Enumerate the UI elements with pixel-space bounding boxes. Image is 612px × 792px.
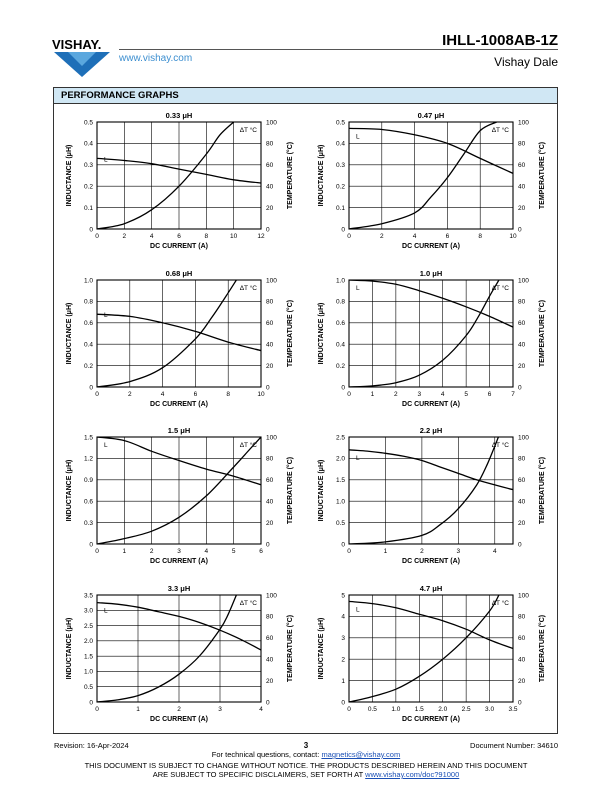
- y2-tick-label: 0: [266, 541, 270, 549]
- y2-tick-label: 20: [266, 362, 274, 370]
- y-tick-label: 0.8: [83, 298, 93, 306]
- y2-tick-label: 40: [266, 656, 274, 664]
- x-axis-label: DC CURRENT (A): [402, 401, 460, 408]
- x-tick-label: 0: [95, 706, 99, 713]
- curve-label-l: L: [104, 442, 108, 449]
- x-tick-label: 8: [226, 391, 231, 398]
- y-tick-label: 1.0: [335, 277, 345, 285]
- y-axis-label: INDUCTANCE (μH): [66, 617, 73, 680]
- series-temperature-line: [97, 280, 236, 387]
- y2-axis-label: TEMPERATURE (°C): [539, 456, 546, 525]
- y2-tick-label: 20: [266, 519, 274, 527]
- y2-tick-label: 100: [518, 119, 529, 127]
- chart-2: [318, 111, 546, 250]
- y-tick-label: 0.5: [335, 519, 345, 527]
- x-tick-label: 0: [95, 548, 99, 555]
- curve-label-l: L: [356, 285, 360, 292]
- y2-tick-label: 100: [518, 277, 529, 285]
- y-tick-label: 0: [341, 541, 345, 549]
- y2-tick-label: 0: [518, 541, 522, 549]
- chart-3: [66, 269, 294, 408]
- y2-tick-label: 40: [266, 498, 274, 506]
- contact-prefix: For technical questions, contact:: [211, 750, 322, 759]
- curve-label-temperature: ΔT °C: [491, 285, 509, 292]
- curve-label-l: L: [104, 156, 108, 164]
- y2-axis-label: TEMPERATURE (°C): [539, 141, 546, 210]
- y-tick-label: 0: [341, 384, 345, 392]
- y2-tick-label: 60: [518, 320, 526, 328]
- chart-6: [318, 426, 546, 565]
- y2-tick-label: 20: [518, 519, 526, 527]
- y2-tick-label: 100: [266, 119, 277, 127]
- chart-title: 0.47 μH: [417, 111, 445, 120]
- y2-tick-label: 60: [518, 162, 526, 170]
- y-tick-label: 0.2: [83, 362, 93, 370]
- y2-tick-label: 0: [266, 699, 270, 707]
- x-tick-label: 3: [417, 391, 422, 398]
- series-temperature-line: [349, 122, 497, 229]
- x-tick-label: 4: [412, 233, 417, 240]
- y-tick-label: 3: [341, 635, 345, 643]
- y-axis-label: INDUCTANCE (μH): [318, 144, 325, 207]
- y-tick-label: 1.5: [335, 477, 345, 485]
- y-tick-label: 0.3: [335, 162, 345, 170]
- x-tick-label: 10: [257, 391, 265, 398]
- plot-frame: [349, 595, 513, 702]
- y-tick-label: 0.2: [335, 183, 345, 191]
- website-link[interactable]: www.vishay.com: [119, 53, 193, 64]
- x-tick-label: 0: [347, 233, 351, 240]
- x-tick-label: 0: [95, 233, 99, 240]
- x-tick-label: 8: [478, 233, 483, 240]
- series-inductance-line: [349, 450, 513, 490]
- y2-axis-label: TEMPERATURE (°C): [539, 614, 546, 683]
- x-tick-label: 0: [347, 391, 351, 398]
- y2-tick-label: 20: [518, 677, 526, 685]
- curve-label-l: L: [104, 312, 108, 320]
- y-tick-label: 5: [341, 592, 345, 600]
- y2-tick-label: 80: [266, 613, 274, 621]
- disclaimer-prefix: ARE SUBJECT TO SPECIFIC DISCLAIMERS, SET FORTH AT: [152, 770, 366, 779]
- x-tick-label: 3: [456, 548, 461, 555]
- y-tick-label: 0.4: [335, 341, 345, 349]
- y-tick-label: 0.5: [83, 119, 93, 127]
- x-tick-label: 5: [231, 548, 236, 555]
- x-tick-label: 1.5: [414, 706, 424, 713]
- y-tick-label: 0.2: [335, 362, 345, 370]
- y-tick-label: 0.6: [335, 320, 345, 328]
- x-tick-label: 4: [204, 548, 209, 555]
- x-tick-label: 2: [394, 391, 398, 398]
- y-tick-label: 2.5: [83, 622, 93, 630]
- y-tick-label: 0.4: [83, 341, 93, 349]
- part-number: IHLL-1008AB-1Z: [442, 32, 558, 49]
- y-tick-label: 2.0: [335, 455, 345, 463]
- x-tick-label: 4: [160, 391, 165, 398]
- x-tick-label: 1: [136, 706, 140, 713]
- y-tick-label: 1.0: [335, 498, 345, 506]
- curve-label-temperature: ΔT °C: [491, 600, 509, 607]
- curve-label-l: L: [356, 133, 360, 141]
- y-tick-label: 1.5: [83, 653, 93, 661]
- series-inductance-line: [349, 280, 513, 327]
- y-axis-label: INDUCTANCE (μH): [318, 459, 325, 522]
- y-tick-label: 3.0: [83, 607, 93, 615]
- chart-4: [318, 269, 546, 408]
- y-tick-label: 0: [89, 384, 93, 392]
- y-tick-label: 0.5: [335, 119, 345, 127]
- y2-tick-label: 80: [518, 613, 526, 621]
- y-tick-label: 0.4: [335, 140, 345, 148]
- y2-tick-label: 80: [518, 298, 526, 306]
- y2-tick-label: 0: [518, 226, 522, 234]
- y2-tick-label: 20: [266, 204, 274, 212]
- chart-title: 1.0 μH: [419, 269, 443, 278]
- y2-tick-label: 40: [266, 341, 274, 349]
- y2-tick-label: 80: [518, 455, 526, 463]
- x-tick-label: 2: [122, 233, 127, 240]
- y-tick-label: 1.5: [83, 434, 93, 442]
- y2-tick-label: 100: [518, 434, 529, 442]
- x-tick-label: 0: [347, 548, 351, 555]
- y2-tick-label: 0: [518, 384, 522, 392]
- y2-axis-label: TEMPERATURE (°C): [287, 614, 294, 683]
- x-tick-label: 2: [379, 233, 384, 240]
- disclaimer-link[interactable]: www.vishay.com/doc?91000: [365, 770, 460, 779]
- x-tick-label: 1.0: [391, 706, 401, 713]
- y2-tick-label: 20: [266, 677, 274, 685]
- curve-label-l: L: [104, 607, 108, 615]
- y2-tick-label: 60: [266, 477, 274, 485]
- y2-tick-label: 40: [518, 656, 526, 664]
- x-tick-label: 5: [464, 391, 468, 398]
- y2-tick-label: 0: [266, 384, 270, 392]
- y2-tick-label: 80: [266, 455, 274, 463]
- x-tick-label: 2: [127, 391, 132, 398]
- y-tick-label: 0.5: [83, 684, 93, 692]
- x-tick-label: 1: [383, 548, 388, 555]
- y-tick-label: 0.3: [83, 162, 93, 170]
- y2-tick-label: 20: [518, 362, 526, 370]
- y2-tick-label: 20: [518, 204, 526, 212]
- y2-tick-label: 60: [266, 162, 274, 170]
- x-tick-label: 12: [257, 233, 265, 240]
- curve-label-temperature: ΔT °C: [491, 442, 509, 449]
- y-axis-label: INDUCTANCE (μH): [66, 144, 73, 207]
- chart-title: 4.7 μH: [419, 584, 443, 593]
- logo-wordmark: VISHAY.: [52, 37, 102, 52]
- x-tick-label: 6: [259, 548, 263, 555]
- x-axis-label: DC CURRENT (A): [402, 558, 460, 565]
- x-tick-label: 6: [177, 233, 181, 240]
- series-inductance-line: [349, 128, 513, 173]
- curve-label-temperature: ΔT °C: [239, 127, 257, 134]
- chart-title: 0.68 μH: [165, 269, 193, 278]
- y-axis-label: INDUCTANCE (μH): [66, 302, 73, 365]
- x-tick-label: 1: [370, 391, 375, 398]
- chart-8: [318, 584, 546, 723]
- y2-axis-label: TEMPERATURE (°C): [287, 456, 294, 525]
- y-tick-label: 2.0: [83, 638, 93, 646]
- chart-title: 1.5 μH: [167, 426, 191, 435]
- chart-title: 3.3 μH: [167, 584, 191, 593]
- x-tick-label: 0: [347, 706, 351, 713]
- y-tick-label: 1: [341, 677, 345, 685]
- revision-date: Revision: 16-Apr-2024: [54, 741, 129, 750]
- y2-axis-label: TEMPERATURE (°C): [287, 299, 294, 368]
- x-tick-label: 10: [509, 233, 517, 240]
- y-tick-label: 0.3: [83, 519, 93, 527]
- x-tick-label: 2: [420, 548, 424, 555]
- x-tick-label: 7: [511, 391, 515, 398]
- x-tick-label: 0.5: [367, 706, 377, 713]
- y-tick-label: 0.1: [335, 204, 345, 212]
- curve-label-temperature: ΔT °C: [239, 285, 257, 292]
- y-tick-label: 0.8: [335, 298, 345, 306]
- x-tick-label: 2.5: [461, 706, 471, 713]
- y-tick-label: 1.0: [83, 668, 93, 676]
- y2-tick-label: 80: [266, 140, 274, 148]
- series-temperature-line: [349, 437, 498, 544]
- y-tick-label: 0: [89, 226, 93, 234]
- y-tick-label: 1.2: [83, 455, 93, 463]
- y2-tick-label: 60: [518, 477, 526, 485]
- y2-tick-label: 100: [266, 277, 277, 285]
- x-tick-label: 3: [177, 548, 181, 555]
- y2-tick-label: 0: [518, 699, 522, 707]
- y-tick-label: 3.5: [83, 592, 93, 600]
- y-axis-label: INDUCTANCE (μH): [66, 459, 73, 522]
- y-tick-label: 0: [89, 541, 93, 549]
- x-tick-label: 6: [487, 391, 492, 398]
- y-tick-label: 0.2: [83, 183, 93, 191]
- chart-title: 2.2 μH: [419, 426, 443, 435]
- series-temperature-line: [349, 280, 499, 387]
- series-inductance-line: [349, 601, 513, 648]
- y-tick-label: 0.6: [83, 320, 93, 328]
- y-tick-label: 4: [341, 613, 345, 621]
- series-inductance-line: [97, 314, 261, 350]
- x-tick-label: 2: [177, 706, 181, 713]
- x-tick-label: 4: [149, 233, 154, 240]
- x-tick-label: 10: [230, 233, 238, 240]
- series-temperature-line: [97, 595, 236, 702]
- curve-label-l: L: [356, 454, 360, 462]
- y2-tick-label: 100: [518, 592, 529, 600]
- plot-frame: [97, 280, 261, 387]
- x-tick-label: 1: [122, 548, 127, 555]
- y-tick-label: 0.6: [83, 498, 93, 506]
- section-title: PERFORMANCE GRAPHS: [54, 88, 557, 104]
- y2-tick-label: 40: [266, 183, 274, 191]
- y-tick-label: 0: [341, 699, 345, 707]
- x-tick-label: 6: [445, 233, 450, 240]
- chart-5: [66, 426, 294, 565]
- y-tick-label: 0: [89, 699, 93, 707]
- disclaimer-line-1: THIS DOCUMENT IS SUBJECT TO CHANGE WITHOUT NOTICE. THE PRODUCTS DESCRIBED HEREIN AND THIS DOCUMENT: [84, 761, 528, 770]
- y-axis-label: INDUCTANCE (μH): [318, 617, 325, 680]
- y2-tick-label: 80: [518, 140, 526, 148]
- plot-frame: [349, 437, 513, 544]
- y2-tick-label: 100: [266, 592, 277, 600]
- y2-tick-label: 40: [518, 183, 526, 191]
- y2-tick-label: 40: [518, 341, 526, 349]
- y-tick-label: 0.1: [83, 204, 93, 212]
- x-tick-label: 2.0: [438, 706, 448, 713]
- y-tick-label: 2: [341, 656, 345, 664]
- chart-1: [66, 111, 294, 250]
- y-tick-label: 1.0: [83, 277, 93, 285]
- x-tick-label: 0: [95, 391, 99, 398]
- y2-tick-label: 60: [266, 635, 274, 643]
- y-axis-label: INDUCTANCE (μH): [318, 302, 325, 365]
- y2-axis-label: TEMPERATURE (°C): [539, 299, 546, 368]
- x-tick-label: 3.0: [485, 706, 495, 713]
- page-number: 3: [303, 741, 309, 750]
- chart-7: [66, 584, 294, 723]
- contact-line: [0, 750, 612, 759]
- x-tick-label: 4: [492, 548, 497, 555]
- x-tick-label: 4: [440, 391, 445, 398]
- curve-label-temperature: ΔT °C: [239, 600, 257, 607]
- y-tick-label: 0: [341, 226, 345, 234]
- series-temperature-line: [349, 595, 499, 702]
- y2-tick-label: 100: [266, 434, 277, 442]
- x-axis-label: DC CURRENT (A): [402, 716, 460, 723]
- x-tick-label: 6: [193, 391, 198, 398]
- y2-tick-label: 0: [266, 226, 270, 234]
- y-tick-label: 0.9: [83, 477, 93, 485]
- x-tick-label: 4: [259, 706, 263, 713]
- curve-label-temperature: ΔT °C: [239, 442, 257, 449]
- y2-tick-label: 80: [266, 298, 274, 306]
- disclaimer-line-2: [0, 770, 612, 779]
- x-axis-label: DC CURRENT (A): [402, 243, 460, 250]
- y2-axis-label: TEMPERATURE (°C): [287, 141, 294, 210]
- x-tick-label: 3.5: [508, 706, 518, 713]
- x-axis-label: DC CURRENT (A): [150, 558, 208, 565]
- y-tick-label: 0.4: [83, 140, 93, 148]
- x-tick-label: 3: [218, 706, 222, 713]
- chart-title: 0.33 μH: [165, 111, 193, 120]
- plot-frame: [349, 280, 513, 387]
- document-number: Document Number: 34610: [470, 741, 558, 750]
- manufacturer-name: Vishay Dale: [494, 55, 558, 69]
- y2-tick-label: 40: [518, 498, 526, 506]
- y2-tick-label: 60: [518, 635, 526, 643]
- x-axis-label: DC CURRENT (A): [150, 243, 208, 250]
- x-tick-label: 2: [149, 548, 154, 555]
- curve-label-l: L: [356, 606, 360, 614]
- x-axis-label: DC CURRENT (A): [150, 401, 208, 408]
- x-tick-label: 8: [204, 233, 209, 240]
- curve-label-temperature: ΔT °C: [491, 127, 509, 134]
- contact-email-link[interactable]: magnetics@vishay.com: [321, 750, 401, 759]
- y-tick-label: 2.5: [335, 434, 345, 442]
- x-axis-label: DC CURRENT (A): [150, 716, 208, 723]
- y2-tick-label: 60: [266, 320, 274, 328]
